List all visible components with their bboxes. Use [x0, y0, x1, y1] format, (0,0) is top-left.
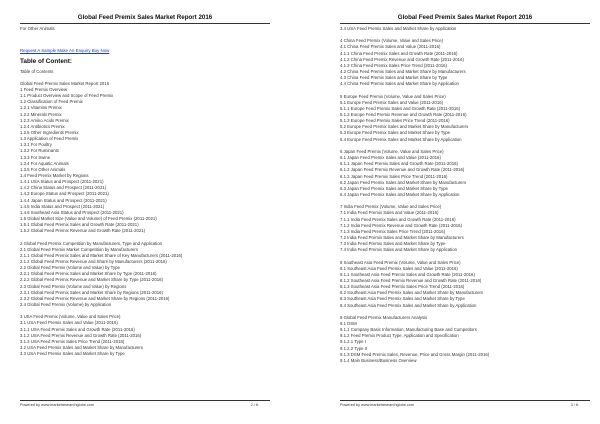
toc-entry: 6.1 Japan Feed Premix Sales and Value (2011-2016)	[340, 155, 441, 161]
toc-entry: 7.3 India Feed Premix Sales and Market Share by Type	[340, 241, 446, 247]
toc-entry: 1.2.3 Amino Acids Premix	[20, 117, 69, 123]
toc-entry: 5.1 Europe Feed Premix Sales and Value (2011-2016)	[340, 99, 444, 105]
toc-entry: 2.2.1 Global Feed Premix Sales and Market Share by Type (2011-2016)	[20, 271, 157, 277]
toc-entry: 9 Global Feed Premix Manufacturers Analysis	[340, 314, 428, 320]
toc-entry: 1.4.1 USA Status and Prospect (2011-2021)	[20, 179, 104, 185]
toc-entry: 6.1.2 Japan Feed Premix Revenue and Growth Rate (2011-2016)	[340, 167, 465, 173]
page-footer	[20, 400, 270, 409]
toc-entry: 5 Europe Feed Premix (Volume, Value and Sales Price)	[340, 93, 446, 99]
toc-entry: 1.3.3 For Swine	[20, 154, 51, 160]
toc-entry: 6.1.3 Japan Feed Premix Sales Price Trend (2011-2016)	[340, 173, 448, 179]
toc-entry: 3.1 USA Feed Premix Sales and Value (2011-2016)	[20, 320, 118, 326]
toc-entry: 2.1.1 Global Feed Premix Sales and Market Share of Key Manufacturers (2011-2016)	[20, 252, 183, 258]
toc-entry: 7.1 India Feed Premix Sales and Value (2011-2016)	[340, 210, 439, 216]
toc-entry: 4.1.2 China Feed Premix Revenue and Growth Rate (2011-2016)	[340, 56, 464, 62]
toc-entry: 1.1 Product Overview and Scope of Feed Premix	[20, 93, 114, 99]
toc-entry: 9.1 DSM	[340, 321, 357, 327]
toc-entry: 9.1.2 Feed Premix Product Type, Application and Specification	[340, 333, 459, 339]
toc-entry: 8.1.3 Southeast Asia Feed Premix Sales Price Trend (2011-2016)	[340, 284, 465, 290]
page-2	[0, 0, 280, 424]
toc-entry: 1.2.2 Minerals Premix	[20, 111, 62, 117]
page-body	[340, 26, 594, 392]
toc-entry: 7.1.1 India Feed Premix Sales and Growth Rate (2011-2016)	[340, 216, 456, 222]
toc-entry: 4.1.1 China Feed Premix Sales and Growth Rate (2011-2016)	[340, 50, 458, 56]
toc-entry: 1.4.5 India Status and Prospect (2011-2021)	[20, 203, 105, 209]
toc-entry: 8 Southeast Asia Feed Premix (Volume, Value and Sales Price)	[340, 259, 461, 265]
toc-entry: 2.4 Global Feed Premix (Volume) by Application	[20, 301, 112, 307]
page-number: 3 / 6	[570, 403, 578, 407]
toc-entry: 1.3.1 For Poultry	[20, 142, 52, 148]
toc-entry: 5.3 Europe Feed Premix Sales and Market Share by Type	[340, 130, 451, 136]
toc-entry: 8.1.1 Southeast Asia Feed Premix Sales and Growth Rate (2011-2016)	[340, 271, 475, 277]
toc-entry: 5.2 Europe Feed Premix Sales and Market Share by Manufacturers	[340, 124, 469, 130]
toc-entry: 1.5 Global Market Size (Value and Volume) of Feed Premix (2011-2021)	[20, 215, 157, 221]
toc-entry: 4 China Feed Premix (Volume, Value and Sales Price)	[340, 38, 444, 44]
toc-entry: 7.1.3 India Feed Premix Sales Price Trend (2011-2016)	[340, 228, 446, 234]
toc-entry: 3 USA Feed Premix (Volume, Value and Sales Price)	[20, 314, 121, 320]
toc-entry: 4.1 China Feed Premix Sales and Value (2011-2016)	[340, 44, 441, 50]
toc-entry: 8.1 Southeast Asia Feed Premix Sales and Value (2011-2016)	[340, 265, 458, 271]
toc-entry: 2.2.2 Global Feed Premix Revenue and Market Share by Type (2011-2016)	[20, 277, 163, 283]
toc-entry: 4.2 China Feed Premix Sales and Market Share by Manufacturers	[340, 69, 466, 75]
toc-entry: 6 Japan Feed Premix (Volume, Value and Sales Price)	[340, 148, 444, 154]
toc-entry: Global Feed Premix Sales Market Report 2016	[20, 80, 110, 86]
toc-entry: 1 Feed Premix Overview	[20, 86, 68, 92]
toc-list	[20, 81, 274, 357]
toc-entry: 5.1.3 Europe Feed Premix Sales Price Trend (2011-2016)	[340, 118, 450, 124]
toc-entry: 8.2 Southeast Asia Feed Premix Sales and Market Share by Manufacturers	[340, 290, 484, 296]
toc-entry: 9.1.1 Company Basic Information, Manufacturing Base and Competitors	[340, 327, 477, 333]
toc-entry: 8.4 Southeast Asia Feed Premix Sales and Market Share by Application	[340, 302, 477, 308]
toc-entry: 1.3 Application of Feed Premix	[20, 136, 79, 142]
toc-entry: 2.3 Global Feed Premix (Volume and Value) by Regions	[20, 283, 127, 289]
page-header: Global Feed Premix Sales Market Report 2016	[340, 13, 590, 24]
toc-entry: 8.3 Southeast Asia Feed Premix Sales and Market Share by Type	[340, 296, 465, 302]
toc-entry: 1.5.2 Global Feed Premix Revenue and Growth Rate (2011-2021)	[20, 228, 146, 234]
toc-entry: 1.4.6 Southeast Asia Status and Prospect (2011-2021)	[20, 209, 124, 215]
intro-line: For Other Animals	[20, 26, 55, 31]
toc-entry: 2.1.2 Global Feed Premix Revenue and Share by Manufacturers (2011-2016)	[20, 258, 167, 264]
toc-entry: 5.1.2 Europe Feed Premix Revenue and Growth Rate (2011-2016)	[340, 112, 467, 118]
toc-entry: 1.2.5 Other Ingredients Premix	[20, 129, 79, 135]
page-3	[320, 0, 600, 424]
toc-entry: 2.3.1 Global Feed Premix Sales and Market Share by Regions (2011-2016)	[20, 289, 163, 295]
toc-entry: 4.1.3 China Feed Premix Sales Price Trend (2011-2016)	[340, 62, 447, 68]
powered-by-text: Powered by www.marketresearchglobe.com	[20, 403, 95, 407]
toc-entry: 1.2.4 Antibiotics Premix	[20, 123, 65, 129]
toc-entry: 9.1.4 Main Business/Business Overview	[340, 357, 417, 363]
toc-entry: 5.1.1 Europe Feed Premix Sales and Growth Rate (2011-2016)	[340, 105, 461, 111]
toc-entry: 3.1.1 USA Feed Premix Sales and Growth Rate (2011-2016)	[20, 326, 135, 332]
toc-entry: 9.1.3 DSM Feed Premix Sales, Revenue, Price and Gross Margin (2011-2016)	[340, 351, 490, 357]
toc-entry: 7.2 India Feed Premix Sales and Market Share by Manufacturers	[340, 234, 464, 240]
toc-entry: 1.4.3 Europe Status and Prospect (2011-2021)	[20, 191, 109, 197]
page-header: Global Feed Premix Sales Market Report 2016	[20, 13, 270, 24]
toc-entry: 7 India Feed Premix (Volume, Value and Sales Price)	[340, 204, 442, 210]
toc-entry: 6.2 Japan Feed Premix Sales and Market Share by Manufacturers	[340, 179, 467, 185]
toc-entry: 2.3.2 Global Feed Premix Revenue and Market Share by Regions (2011-2016)	[20, 295, 170, 301]
toc-entry: 6.3 Japan Feed Premix Sales and Market Share by Type	[340, 185, 448, 191]
toc-entry: 2 Global Feed Premix Competition by Manufacturers, Type and Application	[20, 240, 163, 246]
toc-entry: 2.1 Global Feed Premix Market Competition by Manufacturers	[20, 246, 138, 252]
powered-by-text: Powered by www.marketresearchglobe.com	[340, 403, 415, 407]
toc-entry: 1.3.4 For Aquatic Animals	[20, 160, 69, 166]
request-sample-link[interactable]: Request A Sample Make An Enquiry Buy Now	[20, 47, 110, 53]
toc-entry: 1.4.2 China Status and Prospect (2011-2021)	[20, 185, 107, 191]
toc-entry: 1.4 Feed Premix Market by Regions	[20, 172, 89, 178]
toc-entry: 7.4 India Feed Premix Sales and Market Share by Application	[340, 247, 458, 253]
page-body	[20, 26, 274, 392]
page-number: 2 / 6	[250, 403, 258, 407]
toc-entry: 1.4.4 Japan Status and Prospect (2011-2021)	[20, 197, 107, 203]
toc-entry: 4.3 China Feed Premix Sales and Market Share by Type	[340, 75, 448, 81]
toc-entry: 6.4 Japan Feed Premix Sales and Market Share by Application	[340, 191, 460, 197]
page-footer	[340, 400, 590, 409]
toc-entry: 3.4 USA Feed Premix Sales and Market Share by Application	[340, 26, 457, 31]
toc-entry: 1.2 Classification of Feed Premix	[20, 99, 83, 105]
toc-entry: 1.3.5 For Other Animals	[20, 166, 66, 172]
toc-entry: 3.3 USA Feed Premix Sales and Market Share by Type	[20, 351, 125, 357]
toc-entry: 9.1.2.1 Type I	[340, 339, 366, 345]
toc-entry: 1.5.1 Global Feed Premix Sales and Growth Rate (2011-2021)	[20, 222, 139, 228]
toc-entry: 3.2 USA Feed Premix Sales and Market Share by Manufacturers	[20, 344, 143, 350]
toc-subheading: Table of Contents	[20, 68, 54, 74]
toc-entry: 1.3.2 For Ruminants	[20, 148, 59, 154]
toc-entry: 6.1.1 Japan Feed Premix Sales and Growth Rate (2011-2016)	[340, 161, 458, 167]
toc-entry: 8.1.2 Southeast Asia Feed Premix Revenue and Growth Rate (2011-2016)	[340, 278, 482, 283]
toc-entry: 9.1.2.2 Type II	[340, 345, 368, 351]
toc-entry: 4.4 China Feed Premix Sales and Market Share by Application	[340, 81, 459, 87]
toc-entry: 5.4 Europe Feed Premix Sales and Market Share by Application	[340, 136, 462, 142]
toc-list	[340, 26, 594, 364]
toc-entry: 1.2.1 Vitamins Premix	[20, 105, 62, 111]
toc-heading: Table of Content:	[20, 57, 73, 65]
toc-entry: 3.1.2 USA Feed Premix Revenue and Growth Rate (2011-2016)	[20, 332, 142, 338]
toc-entry: 3.1.3 USA Feed Premix Sales Price Trend (2011-2016)	[20, 338, 125, 344]
toc-entry: 2.2 Global Feed Premix (Volume and Value) by Type	[20, 265, 120, 271]
toc-entry: 7.1.2 India Feed Premix Revenue and Growth Rate (2011-2016)	[340, 222, 462, 228]
